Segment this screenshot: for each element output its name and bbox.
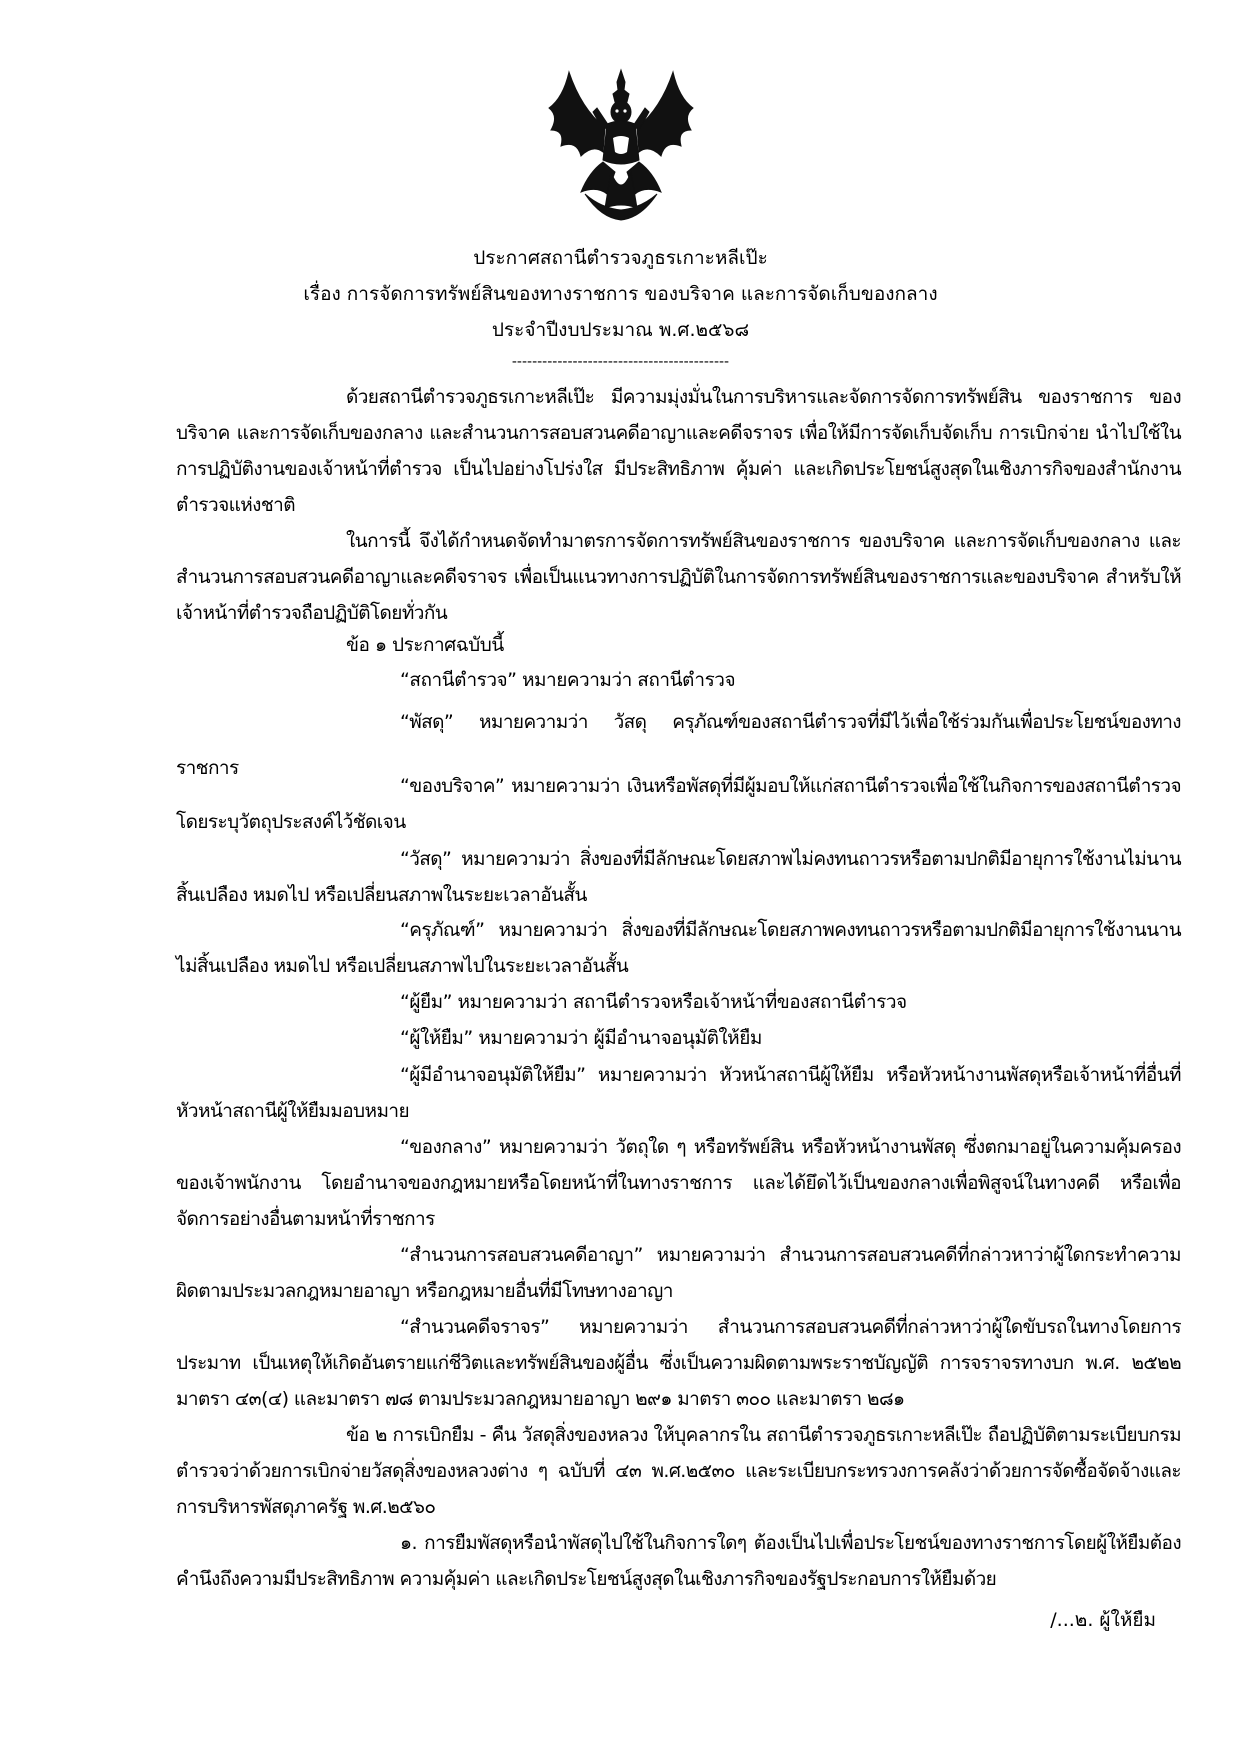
- continuation-reference: /...๒. ผู้ให้ยืม: [1050, 1609, 1156, 1631]
- definition-supplies: “พัสดุ” หมายความว่า วัสดุ ครุภัณฑ์ของสถานีตำรวจที่มีไว้เพื่อใช้ร่วมกันเพื่อประโยชน์ของทางราชการ: [176, 711, 1181, 779]
- definition-material: “วัสดุ” หมายความว่า สิ่งของที่มีลักษณะโดยสภาพไม่คงทนถาวรหรือตามปกติมีอายุการใช้งานไม่นาน สิ้นเปลือง หมดไป หรือเปลี่ยนสภาพในระยะเวลาอันสั้น: [176, 848, 1181, 906]
- definition-approver: “ผู้มีอำนาจอนุมัติให้ยืม” หมายความว่า หัวหน้าสถานีผู้ให้ยืม หรือหัวหน้างานพัสดุหรือเจ้าหน้าที่อื่นที่หัวหน้าสถานีผู้ให้ยืมมอบหมาย: [176, 1064, 1181, 1122]
- clause-2-item-1: ๑. การยืมพัสดุหรือนำพัสดุไปใช้ในกิจการใดๆ ต้องเป็นไปเพื่อประโยชน์ของทางราชการโดยผู้ให้ยืมต้องคำนึงถึงความมีประสิทธิภาพ ความคุ้มค่า และเกิดประโยชน์สูงสุดในเชิงภารกิจของรัฐประกอบการให้ยืมด้วย: [176, 1532, 1181, 1590]
- separator-line: -------------------------------------------: [511, 354, 730, 370]
- definition-equipment: “ครุภัณฑ์” หมายความว่า สิ่งของที่มีลักษณะโดยสภาพคงทนถาวรหรือตามปกติมีอายุการใช้งานนาน ไม่สิ้นเปลือง หมดไป หรือเปลี่ยนสภาพไปในระยะเวลาอันสั้น: [176, 919, 1181, 977]
- fiscal-year: ประจำปีงบประมาณ พ.ศ.๒๕๖๘: [491, 319, 750, 341]
- purpose-paragraph: ในการนี้ จึงได้กำหนดจัดทำมาตรการจัดการทรัพย์สินของราชการ ของบริจาค และการจัดเก็บของกลาง และสำนวนการสอบสวนคดีอาญาและคดีจราจร เพื่อเป็นแนวทางการปฏิบัติในการจัดการทรัพย์สินของราชการและของบริจาค สำหรับให้เจ้าหน้าที่ตำรวจถือปฏิบัติโดยทั่วกัน: [176, 530, 1181, 624]
- clause-1-heading: ข้อ ๑ ประกาศฉบับนี้: [346, 634, 504, 656]
- announcement-title: ประกาศสถานีตำรวจภูธรเกาะหลีเป๊ะ: [473, 247, 768, 269]
- definition-station: “สถานีตำรวจ” หมายความว่า สถานีตำรวจ: [400, 669, 736, 691]
- definition-criminal-file: “สำนวนการสอบสวนคดีอาญา” หมายความว่า สำนวนการสอบสวนคดีที่กล่าวหาว่าผู้ใดกระทำความผิดตามประมวลกฎหมายอาญา หรือกฎหมายอื่นที่มีโทษทางอาญา: [176, 1244, 1181, 1302]
- definition-lender: “ผู้ให้ยืม” หมายความว่า ผู้มีอำนาจอนุมัติให้ยืม: [400, 1027, 762, 1049]
- definition-evidence: “ของกลาง” หมายความว่า วัตถุใด ๆ หรือทรัพย์สิน หรือหัวหน้างานพัสดุ ซึ่งตกมาอยู่ในความคุ้มครองของเจ้าพนักงาน โดยอำนาจของกฎหมายหรือโดยหน้าที่ในทางราชการ และได้ยึดไว้เป็นของกลางเพื่อพิสูจน์ในทางคดี หรือเพื่อจัดการอย่างอื่นตามหน้าที่ราชการ: [176, 1136, 1181, 1230]
- intro-paragraph: ด้วยสถานีตำรวจภูธรเกาะหลีเป๊ะ มีความมุ่งมั่นในการบริหารและจัดการจัดการทรัพย์สิน ของราชการ ของบริจาค และการจัดเก็บของกลาง และสำนวนการสอบสวนคดีอาญาและคดีจราจร เพื่อให้มีการจัดเก็บจัดเก็บ การเบิกจ่าย นำไปใช้ในการปฏิบัติงานของเจ้าหน้าที่ตำรวจ เป็นไปอย่างโปร่งใส มีประสิทธิภาพ คุ้มค่า และเกิดประโยชน์สูงสุดในเชิงภารกิจของสำนักงานตำรวจแห่งชาติ: [176, 386, 1181, 516]
- definition-donation: “ของบริจาค” หมายความว่า เงินหรือพัสดุที่มีผู้มอบให้แก่สถานีตำรวจเพื่อใช้ในกิจการของสถานีตำรวจโดยระบุวัตถุประสงค์ไว้ชัดเจน: [176, 775, 1181, 833]
- definition-borrower: “ผู้ยืม” หมายความว่า สถานีตำรวจหรือเจ้าหน้าที่ของสถานีตำรวจ: [400, 991, 907, 1013]
- announcement-subject: เรื่อง การจัดการทรัพย์สินของทางราชการ ของบริจาค และการจัดเก็บของกลาง: [303, 283, 938, 305]
- clause-2-paragraph: ข้อ ๒ การเบิกยืม - คืน วัสดุสิ่งของหลวง ให้บุคลากรใน สถานีตำรวจภูธรเกาะหลีเป๊ะ ถือปฏิบัติตามระเบียบกรมตำรวจว่าด้วยการเบิกจ่ายวัสดุสิ่งของหลวงต่าง ๆ ฉบับที่ ๔๓ พ.ศ.๒๕๓๐ และระเบียบกระทรวงการคลังว่าด้วยการจัดซื้อจัดจ้างและการบริหารพัสดุภาครัฐ พ.ศ.๒๕๖๐: [176, 1424, 1181, 1518]
- garuda-emblem-icon: [541, 68, 701, 226]
- definition-traffic-file: “สำนวนคดีจราจร” หมายความว่า สำนวนการสอบสวนคดีที่กล่าวหาว่าผู้ใดขับรถในทางโดยการประมาท เป็นเหตุให้เกิดอันตรายแก่ชีวิตและทรัพย์สินของผู้อื่น ซึ่งเป็นความผิดตามพระราชบัญญัติ การจราจรทางบก พ.ศ. ๒๕๒๒ มาตรา ๔๓(๔) และมาตรา ๗๘ ตามประมวลกฎหมายอาญา ๒๙๑ มาตรา ๓๐๐ และมาตรา ๒๘๑: [176, 1316, 1181, 1410]
